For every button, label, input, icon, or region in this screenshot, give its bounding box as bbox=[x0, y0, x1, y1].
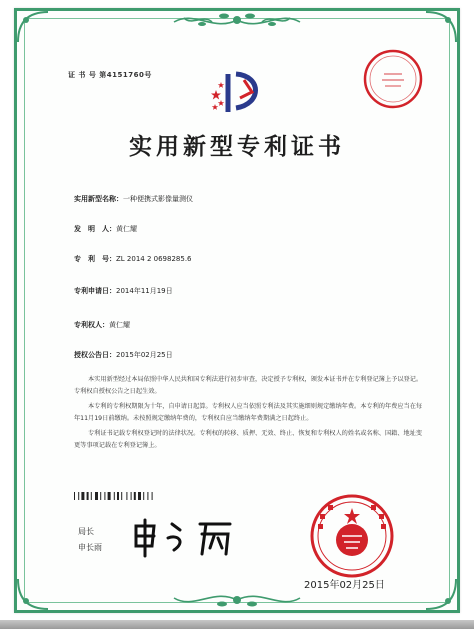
corner-ornament-top-right bbox=[420, 8, 460, 48]
barcode-bar bbox=[87, 492, 89, 500]
barcode-bar bbox=[104, 492, 105, 500]
field-label: 发 明 人： bbox=[74, 225, 116, 233]
field-patent-number bbox=[74, 254, 192, 264]
handwritten-signature bbox=[130, 516, 240, 558]
bottom-edge-bar bbox=[0, 620, 474, 629]
field-label: 专 利 号： bbox=[74, 255, 116, 263]
field-label: 专利申请日： bbox=[74, 287, 116, 295]
barcode-bar bbox=[100, 492, 101, 500]
barcode-bar bbox=[126, 492, 127, 500]
barcode-bar bbox=[121, 492, 122, 500]
barcode bbox=[74, 492, 184, 500]
official-seal-large bbox=[310, 494, 394, 578]
barcode-bar bbox=[114, 492, 115, 500]
field-label: 专利权人： bbox=[74, 321, 109, 329]
barcode-bar bbox=[95, 492, 98, 500]
barcode-bar bbox=[138, 492, 141, 500]
barcode-bar bbox=[147, 492, 148, 500]
sipo-logo-icon bbox=[210, 68, 270, 118]
body-paragraph: 专利证书记载专利权登记时的法律状况。专利权的转移、质押、无效、终止、恢复和专利权人的姓名或名称、国籍、地址变更等事项记载在专利登记簿上。 bbox=[74, 430, 423, 449]
bottom-floral-ornament bbox=[164, 588, 310, 612]
field-value: 2015年02月25日 bbox=[116, 351, 173, 359]
barcode-bar bbox=[117, 492, 119, 500]
barcode-bar bbox=[74, 492, 75, 500]
barcode-bar bbox=[91, 492, 92, 500]
field-value: 2014年11月19日 bbox=[116, 287, 173, 295]
body-paragraph: 本专利的专利权期限为十年，自申请日起算。专利权人应当依照专利法及其实施细则规定缴纳年费。本专利的年费应当在每年11月19日前缴纳。未按照规定缴纳年费的，专利权自应当缴纳年费期满之日起终止。 bbox=[74, 403, 423, 422]
field-filing-date bbox=[74, 286, 173, 296]
corner-ornament-bottom-left bbox=[14, 573, 54, 613]
top-floral-ornament bbox=[164, 8, 310, 34]
barcode-bar bbox=[131, 492, 132, 500]
signatory-title: 局长 bbox=[78, 527, 94, 536]
field-value: 黄仁耀 bbox=[109, 321, 130, 329]
barcode-bar bbox=[108, 492, 111, 500]
certificate-title: 实用新型专利证书 bbox=[129, 133, 345, 160]
corner-ornament-top-left bbox=[14, 8, 54, 48]
body-paragraph: 本实用新型经过本局依照中华人民共和国专利法进行初步审查，决定授予专利权，颁发本证书并在专利登记簿上予以登记。专利权自授权公告之日起生效。 bbox=[74, 376, 423, 395]
official-seal-small bbox=[362, 48, 424, 110]
field-utility-model-name bbox=[74, 194, 193, 204]
barcode-bar bbox=[134, 492, 136, 500]
barcode-bar bbox=[152, 492, 153, 500]
field-label: 实用新型名称： bbox=[74, 195, 123, 203]
seal-date: 2015年02月25日 bbox=[304, 580, 385, 591]
barcode-bar bbox=[78, 492, 79, 500]
field-value: ZL 2014 2 0698285.6 bbox=[116, 255, 192, 263]
field-value: 黄仁耀 bbox=[116, 225, 137, 233]
signatory-name: 申长雨 bbox=[78, 543, 102, 552]
patent-certificate bbox=[14, 8, 460, 613]
field-grant-date bbox=[74, 350, 173, 360]
field-label: 授权公告日： bbox=[74, 351, 116, 359]
field-inventor bbox=[74, 224, 137, 234]
field-value: 一种便携式影像量测仪 bbox=[123, 195, 193, 203]
corner-ornament-bottom-right bbox=[420, 573, 460, 613]
field-patentee bbox=[74, 320, 130, 330]
barcode-bar bbox=[81, 492, 84, 500]
certificate-number: 证 书 号 第4151760号 bbox=[68, 71, 152, 79]
certificate-body-text bbox=[74, 374, 426, 455]
barcode-bar bbox=[143, 492, 144, 500]
